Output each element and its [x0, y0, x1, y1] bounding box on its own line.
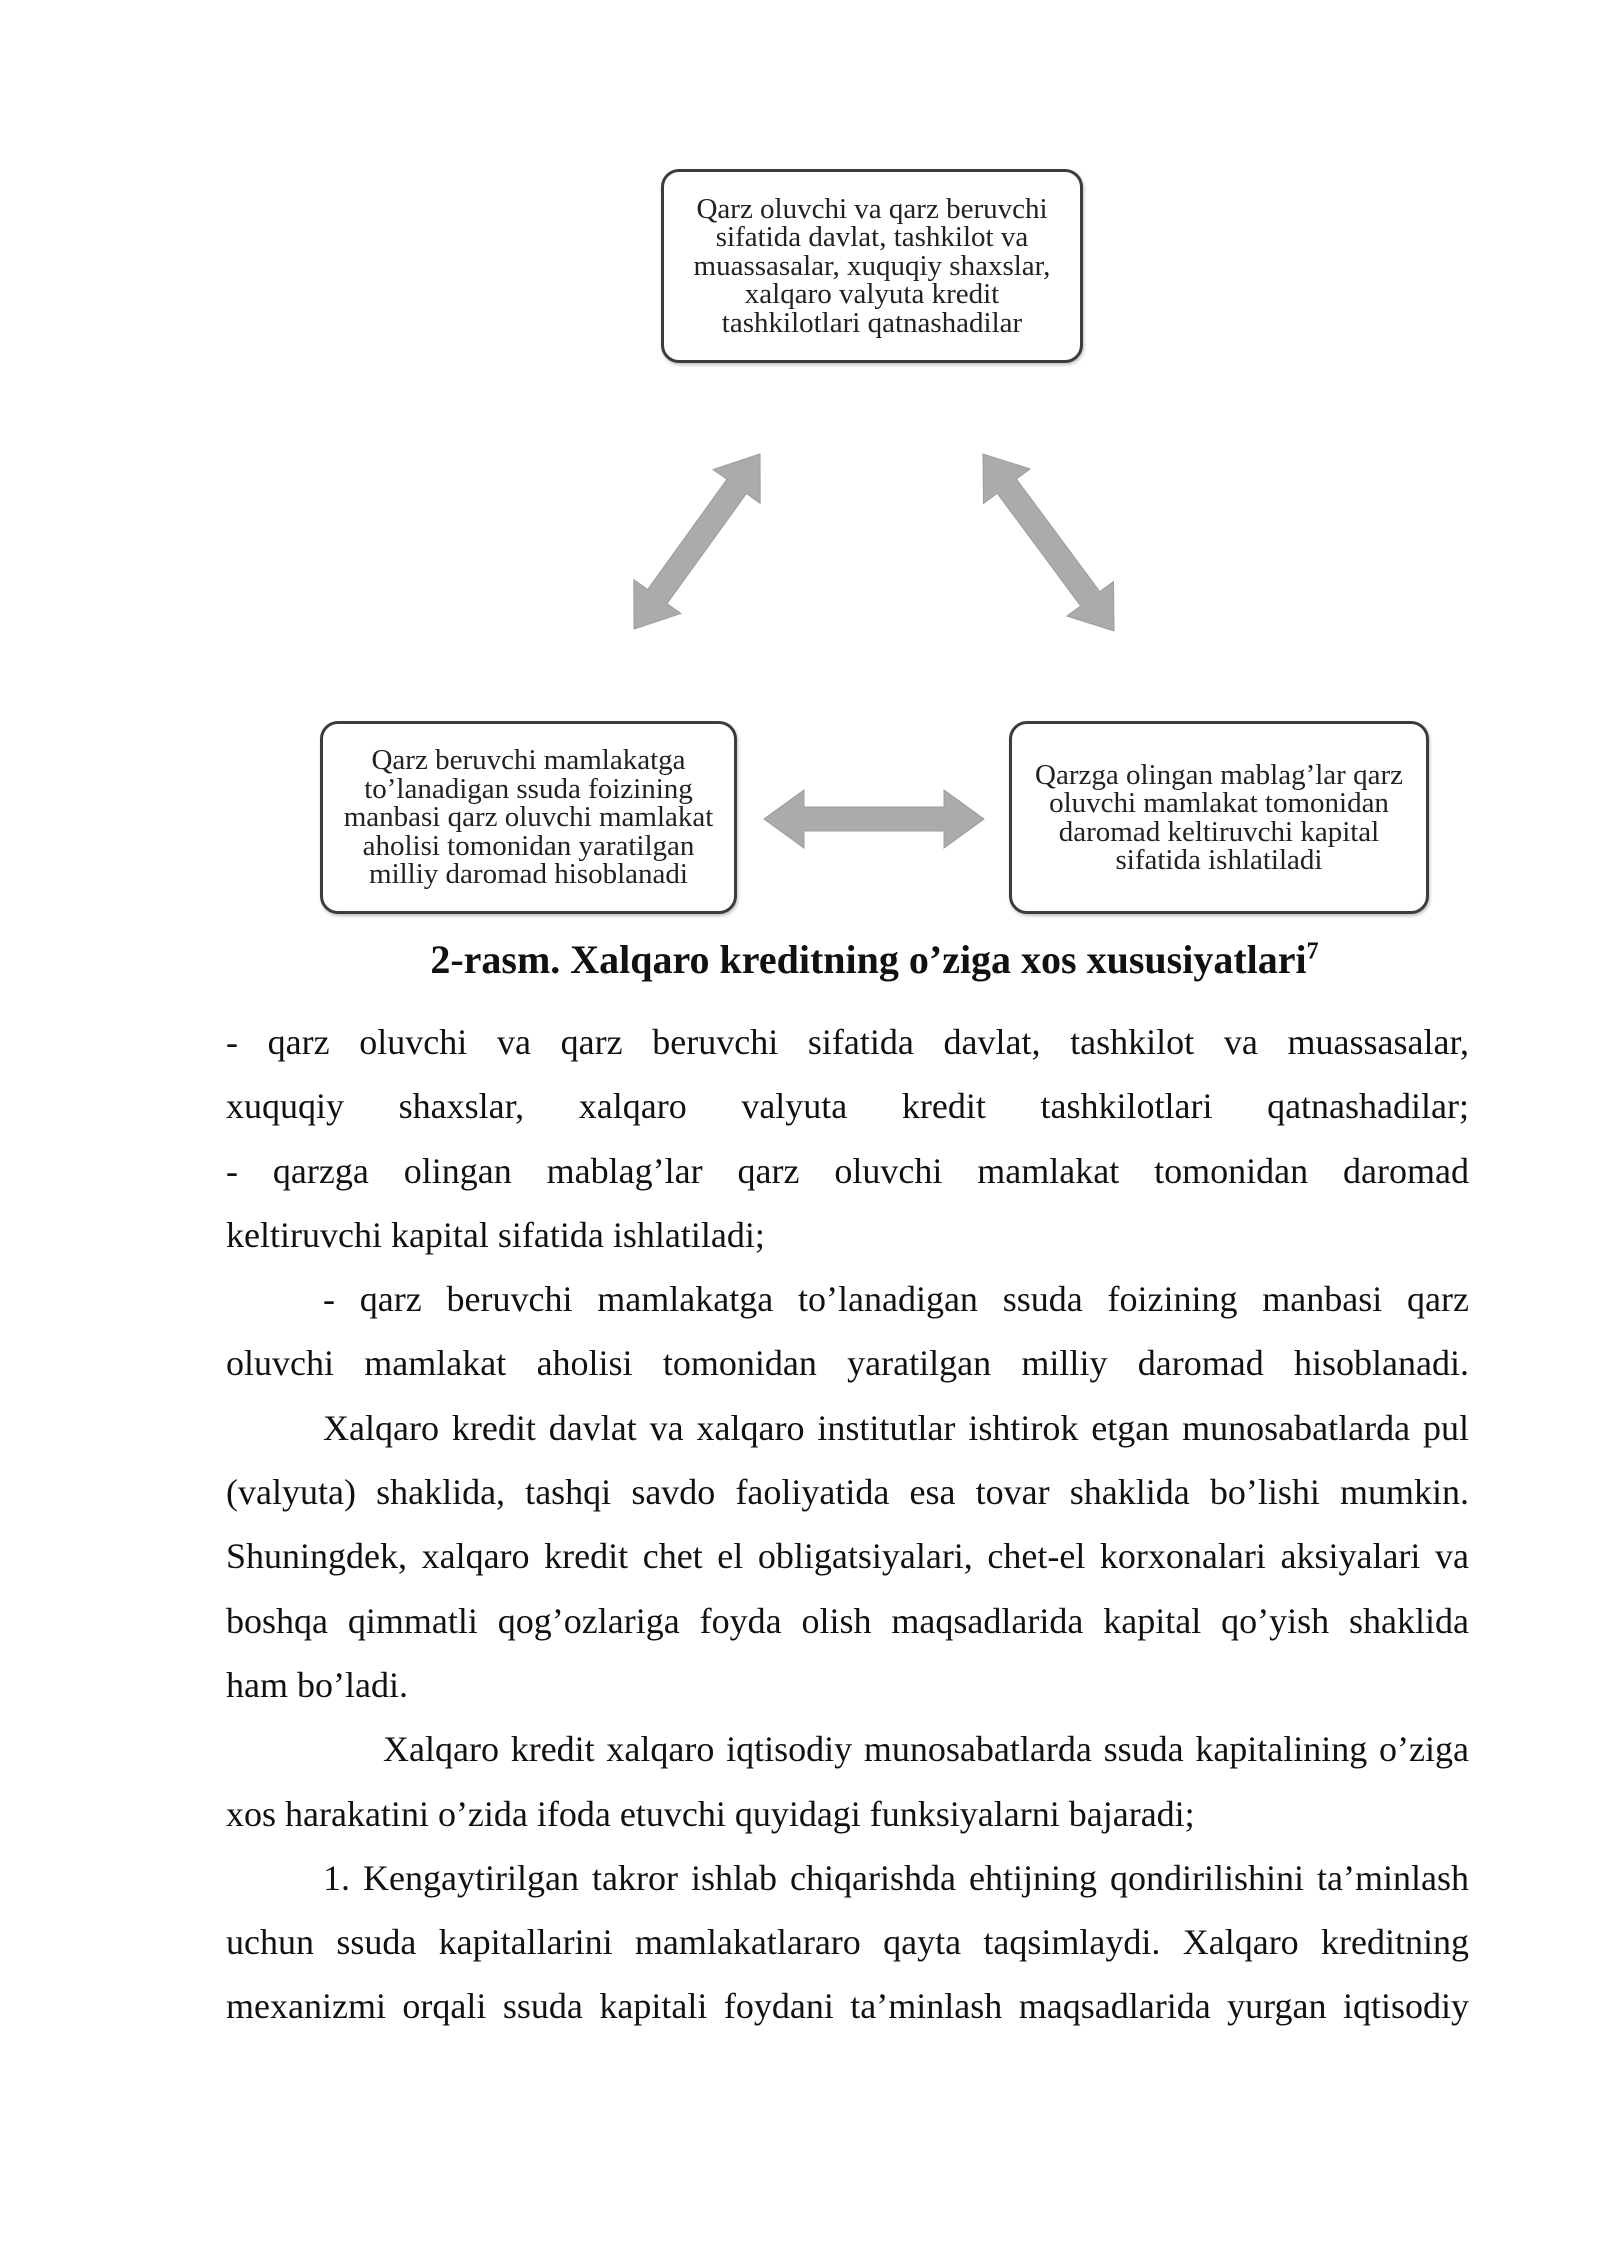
box-line: daromad keltiruvchi kapital	[1058, 815, 1380, 848]
text-line: - qarzga olingan mablag’lar qarz oluvchi mamlakat tomonidan daromad	[226, 1150, 1469, 1191]
box-line: Qarzga olingan mablag’lar qarz	[1035, 758, 1403, 791]
box-line: milliy daromad hisoblanadi	[369, 858, 688, 891]
text-line: xos harakatini o’zida ifoda etuvchi quyidagi funksiyalarni bajaradi;	[226, 1793, 1195, 1834]
text-line: ham bo’ladi.	[226, 1664, 408, 1705]
paragraph-bullet-participants	[226, 1010, 1469, 1139]
bottom-left-interest-box	[320, 721, 737, 914]
body-text	[226, 1010, 1469, 2039]
horizontal-double-arrow	[764, 790, 984, 848]
text-line: 1. Kengaytirilgan takror ishlab chiqarishda ehtijning qondirilishini ta’minlash	[323, 1857, 1469, 1898]
paragraph-functions-intro	[226, 1717, 1469, 1846]
text-line: (valyuta) shaklida, tashqi savdo faoliyatida esa tovar shaklida bo’lishi mumkin.	[226, 1472, 1469, 1513]
box-line: tashkilotlari qatnashadilar	[721, 306, 1023, 339]
text-line: xuquqiy shaxslar, xalqaro valyuta kredit tashkilotlari qatnashadilar;	[226, 1086, 1469, 1127]
box-line: aholisi tomonidan yaratilgan	[362, 829, 695, 862]
box-line: sifatida davlat, tashkilot va	[715, 221, 1029, 254]
paragraph-credit-forms	[226, 1396, 1469, 1717]
text-line: uchun ssuda kapitallarini mamlakatlararo qayta taqsimlaydi. Xalqaro kreditning	[226, 1922, 1469, 1963]
text-line: - qarz oluvchi va qarz beruvchi sifatida davlat, tashkilot va muassasalar,	[226, 1022, 1469, 1062]
box-line: Qarz oluvchi va qarz beruvchi	[696, 192, 1048, 225]
text-line: Xalqaro kredit davlat va xalqaro institutlar ishtirok etgan munosabatlarda pul	[323, 1407, 1469, 1448]
figure-caption	[320, 936, 1429, 984]
right-diagonal-double-arrow	[983, 454, 1114, 631]
box-line: manbasi qarz oluvchi mamlakat	[343, 801, 714, 834]
paragraph-function-1	[226, 1846, 1469, 2039]
box-line: oluvchi mamlakat tomonidan	[1049, 787, 1389, 819]
text-line: - qarz beruvchi mamlakatga to’lanadigan ssuda foizining manbasi qarz	[323, 1279, 1469, 1320]
box-line: xalqaro valyuta kredit	[744, 278, 1000, 311]
bottom-right-capital-box	[1009, 721, 1429, 914]
left-diagonal-double-arrow	[634, 454, 760, 629]
box-line: to’lanadigan ssuda foizining	[364, 772, 693, 805]
box-line: muassasalar, xuquqiy shaxslar,	[693, 249, 1051, 282]
paragraph-bullet-interest	[226, 1267, 1469, 1396]
top-participants-box	[661, 169, 1083, 363]
caption-text: 2-rasm. Xalqaro kreditning o’ziga xos xususiyatlari	[430, 937, 1307, 982]
text-line: boshqa qimmatli qog’ozlariga foyda olish maqsadlarida kapital qo’yish shaklida	[226, 1600, 1469, 1641]
text-line: oluvchi mamlakat aholisi tomonidan yaratilgan milliy daromad hisoblanadi.	[226, 1343, 1469, 1384]
box-line: Qarz beruvchi mamlakatga	[371, 744, 686, 777]
text-line: keltiruvchi kapital sifatida ishlatiladi;	[226, 1214, 765, 1255]
text-line: mexanizmi orqali ssuda kapitali foydani ta’minlash maqsadlarida yurgan iqtisodiy	[226, 1986, 1469, 2027]
text-line: Xalqaro kredit xalqaro iqtisodiy munosabatlarda ssuda kapitalining o’ziga	[383, 1729, 1469, 1770]
text-line: Shuningdek, xalqaro kredit chet el obligatsiyalari, chet-el korxonalari aksiyalari va	[226, 1536, 1469, 1577]
paragraph-bullet-capital	[226, 1139, 1469, 1268]
footnote-marker: 7	[1306, 938, 1319, 965]
box-line: sifatida ishlatiladi	[1115, 844, 1323, 876]
